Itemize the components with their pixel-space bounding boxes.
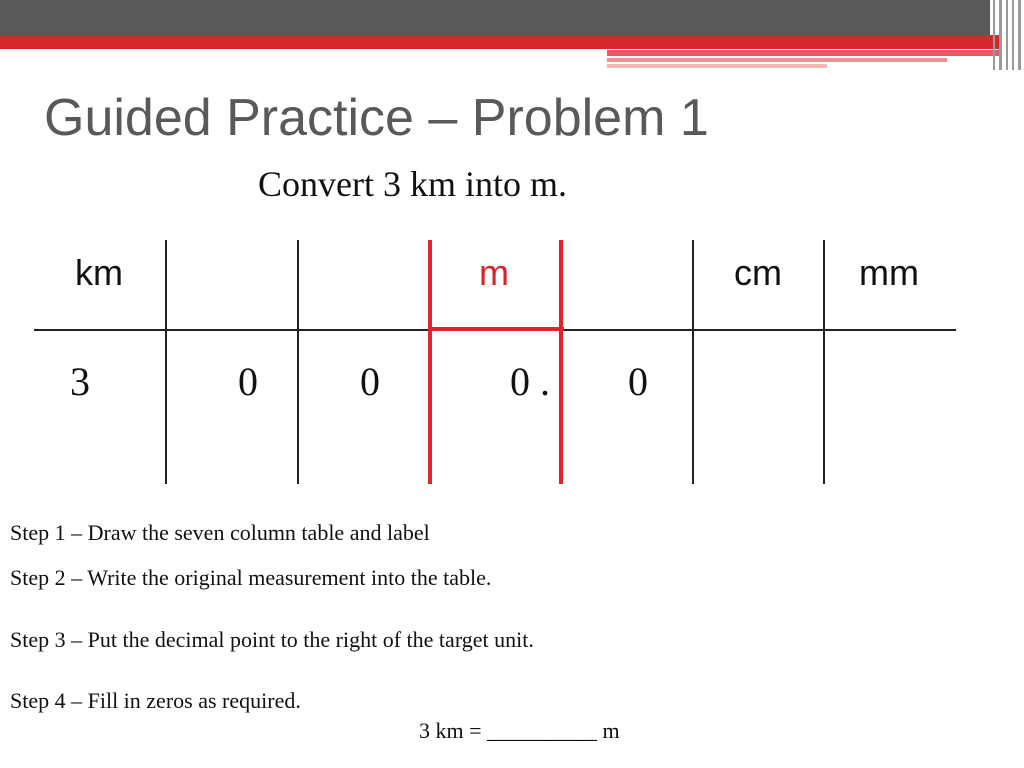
table-digit-with-decimal: 0 .: [510, 359, 550, 404]
table-digit: 0: [360, 359, 380, 404]
header-edge-line: [993, 0, 995, 70]
header-edge-line: [999, 0, 1002, 70]
header-edge-line: [1006, 0, 1008, 70]
answer-blank: 3 km = __________ m: [419, 718, 620, 743]
header-dark-band: [0, 0, 990, 35]
step-4-text: Step 4 – Fill in zeros as required.: [10, 688, 301, 713]
header-stripe: [607, 58, 947, 62]
column-divider: [297, 240, 299, 484]
conversion-table: [0, 230, 1024, 490]
header-red-band: [0, 35, 1000, 49]
table-digit: 0: [238, 359, 258, 404]
slide-subtitle: Convert 3 km into m.: [258, 164, 567, 204]
step-3-text: Step 3 – Put the decimal point to the right of the target unit.: [10, 627, 534, 652]
header-edge-line: [1012, 0, 1014, 70]
column-divider: [165, 240, 167, 484]
target-column-left-border: [428, 240, 432, 484]
header-stripe: [607, 50, 1000, 56]
step-2-text: Step 2 – Write the original measurement into the table.: [10, 565, 492, 590]
header-stripe: [607, 64, 827, 68]
table-digit: 0: [628, 359, 648, 404]
unit-label-cm: cm: [734, 252, 782, 293]
unit-label-km: km: [75, 252, 123, 293]
column-divider: [692, 240, 694, 484]
target-column-underline: [428, 327, 564, 331]
column-divider: [823, 240, 825, 484]
unit-label-mm: mm: [859, 252, 919, 293]
header-edge-line: [1018, 0, 1021, 70]
table-digit: 3: [70, 359, 90, 404]
slide-title: Guided Practice – Problem 1: [44, 89, 709, 147]
unit-label-m: m: [479, 252, 509, 293]
header-white-gap: [0, 49, 605, 51]
step-1-text: Step 1 – Draw the seven column table and label: [10, 520, 430, 545]
